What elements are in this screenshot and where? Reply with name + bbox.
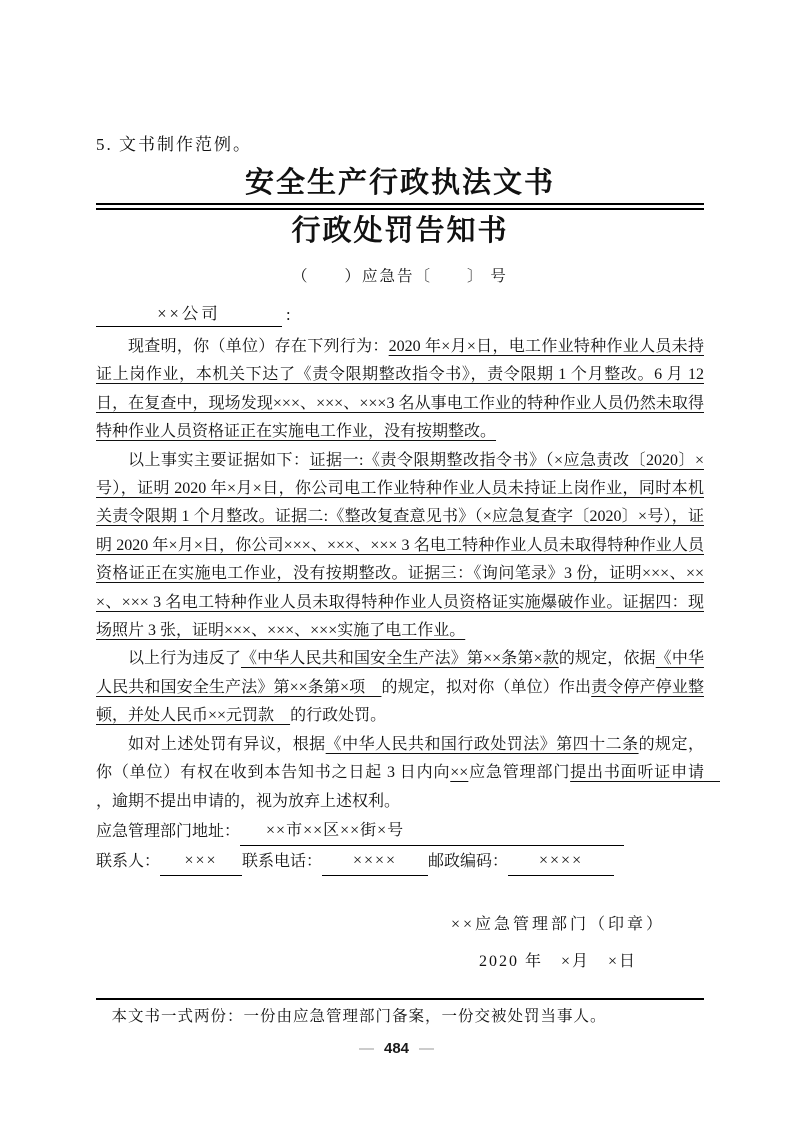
evidence-filled-text: 证据一:《责令限期整改指令书》（×应急责改〔2020〕×号），证明 2020 年×月×日，你公司电工作业特种作业人员未持证上岗作业，同时本机关责令限期 1 个月整改。证据二:《整改复查意见书》（×应急复查字〔2020〕×号），证明 2020 年×月×日，你公司×××、×××、××× 3 名电工特种作业人员未取得特种作业人员资格证正在实施电工作业，没有按期整改。证据三：《询问笔录》3 份，证明×××、×××、××× 3 名电工特种作业人员未取得特种作业人员资格证实施爆破作业。证据四：现场照片 3 张，证明×××、×××、×××实施了电工作业。 bbox=[96, 451, 704, 640]
hearing-text-3: 应急管理部门 bbox=[468, 764, 571, 782]
hearing-law-clause: 《中华人民共和国行政处罚法》第四十二条 bbox=[325, 735, 639, 753]
evidence-paragraph bbox=[96, 447, 704, 646]
document-title: 行政处罚告知书 bbox=[291, 215, 509, 247]
page-number-right-dash: — bbox=[419, 1040, 435, 1057]
address-line bbox=[96, 816, 704, 846]
hearing-paragraph bbox=[96, 731, 720, 816]
address-label: 应急管理部门地址： bbox=[96, 822, 241, 840]
contact-person-label: 联系人： bbox=[96, 852, 161, 870]
evidence-lead: 以上事实主要证据如下： bbox=[128, 451, 310, 469]
signature-authority: ××应急管理部门（印章） bbox=[450, 915, 665, 933]
hearing-authority-name: ×× bbox=[450, 764, 469, 782]
findings-lead: 现查明，你（单位）存在下列行为： bbox=[128, 338, 389, 355]
violation-law-clause-2: 《中华人民共和国安全生产法》第××条第×项 bbox=[96, 650, 704, 696]
contact-person-value: ××× bbox=[160, 846, 242, 876]
violation-text-3: 的规定，拟对你（单位）作出 bbox=[381, 678, 592, 696]
violation-text-4: 的行政处罚。 bbox=[290, 707, 387, 725]
section-label: 5. 文书制作范例。 bbox=[96, 135, 252, 154]
phone-label: 联系电话： bbox=[242, 852, 323, 870]
addressee-line bbox=[96, 302, 704, 327]
violation-law-clause-1: 《中华人民共和国安全生产法》第××条第×款 bbox=[240, 650, 559, 668]
title-divider bbox=[96, 203, 704, 210]
addressee-name: ××公司 bbox=[96, 302, 282, 327]
findings-paragraph bbox=[96, 333, 704, 447]
page-number bbox=[0, 1040, 793, 1057]
violation-paragraph bbox=[96, 645, 704, 730]
violation-penalty: 责令停产停业整顿，并处人民币××元罚款 bbox=[96, 678, 704, 725]
violation-text-1: 以上行为违反了 bbox=[128, 650, 241, 668]
document-number: （ ）应急告〔 〕 号 bbox=[292, 268, 508, 285]
signature-block bbox=[451, 912, 665, 975]
findings-filled-text: 2020 年×月×日，电工作业特种作业人员未持证上岗作业，本机关下达了《责令限期整改指令书》，责令限期 1 个月整改。6 月 12 日，在复查中，现场发现×××、×××、×××3 名从事电工作业的特种作业人员仍然未取得特种作业人员资格证正在实施电工作业，没有按期整改。 bbox=[96, 338, 704, 441]
phone-value: ×××× bbox=[322, 846, 428, 876]
document-body bbox=[96, 333, 720, 876]
violation-text-2: 的规定，依据 bbox=[558, 650, 656, 668]
address-value: ××市××区××街×号 bbox=[240, 816, 624, 846]
hearing-text-1: 如对上述处罚有异议，根据 bbox=[128, 735, 326, 753]
page-number-value: 484 bbox=[383, 1040, 410, 1057]
hearing-request: 提出书面听证申请 bbox=[570, 764, 720, 782]
footer-note: 本文书一式两份：一份由应急管理部门备案，一份交被处罚当事人。 bbox=[96, 998, 704, 1029]
hearing-text-2: 的规定，你（单位）有权在收到本告知书之日起 3 日内向 bbox=[96, 735, 704, 782]
postcode-label: 邮政编码： bbox=[428, 852, 509, 870]
addressee-colon: : bbox=[286, 305, 291, 324]
contact-line bbox=[96, 846, 704, 876]
document-page bbox=[96, 130, 720, 1029]
page-number-left-dash: — bbox=[358, 1040, 374, 1057]
signature-date: 2020 年 ×月 ×日 bbox=[478, 952, 637, 970]
hearing-text-4: ，逾期不提出申请的，视为放弃上述权利。 bbox=[96, 792, 401, 810]
postcode-value: ×××× bbox=[508, 846, 614, 876]
document-set-title: 安全生产行政执法文书 bbox=[244, 167, 555, 199]
